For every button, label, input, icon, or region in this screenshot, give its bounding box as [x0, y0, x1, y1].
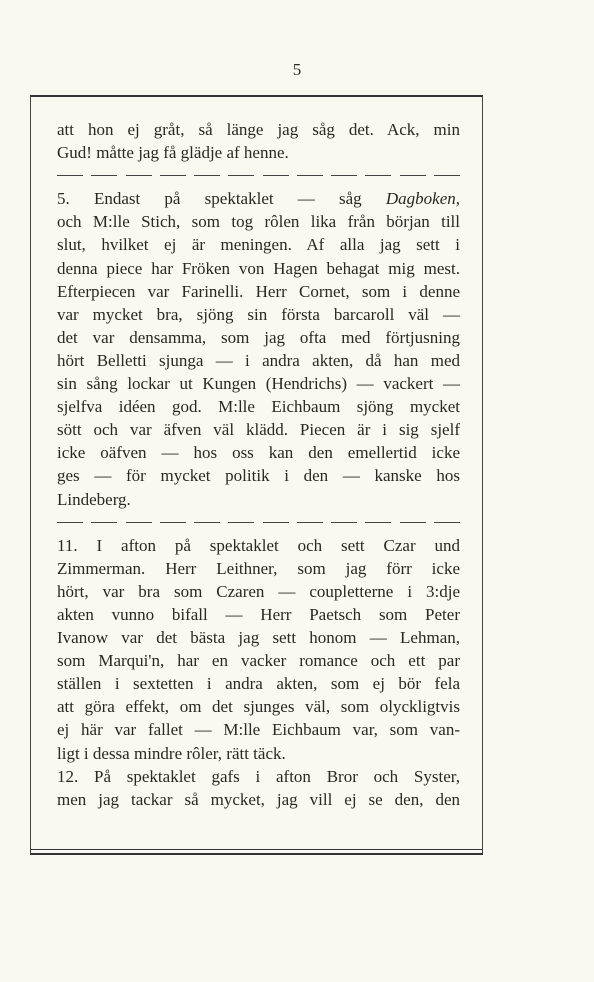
text-line: ligt i dessa mindre rôler, rätt täck. — [57, 743, 286, 763]
text-line: som Marqui'n, har en vacker romance och ett par — [57, 651, 460, 671]
text-line: ställen i sextetten i andra akten, som ej bör fela — [57, 674, 460, 694]
text-line: akten vunno bifall — Herr Paetsch som Peter — [57, 604, 460, 624]
text-line: slut, hvilket ej är meningen. Af alla jag sett i — [57, 235, 460, 255]
text-line: att hon ej gråt, så länge jag såg det. Ack, min — [57, 120, 460, 139]
paragraph-2 — [57, 187, 460, 510]
text-line: Lindeberg. — [57, 489, 131, 509]
text-line: ej här var fallet — M:lle Eichbaum var, som van- — [57, 720, 460, 740]
text-line: hört Belletti sjunga — i andra akten, då han med — [57, 350, 460, 370]
text-line: denna piece har Fröken von Hagen behagat mig mest. — [57, 258, 460, 278]
text-line: att göra effekt, om det sjunges väl, som olyckligtvis — [57, 697, 460, 717]
section-separator — [57, 164, 460, 187]
text-line: Zimmerman. Herr Leithner, som jag förr icke — [57, 558, 460, 578]
text-block — [57, 118, 460, 811]
text-line: 11. I afton på spektaklet och sett Czar und — [57, 535, 460, 555]
text-line: 5. Endast på spektaklet — såg Dagboken, — [57, 189, 460, 209]
text-line: var mycket bra, sjöng sin första barcaroll väl — — [57, 304, 460, 324]
italic-title: Dagboken — [385, 189, 456, 209]
text-line: sin sång lockar ut Kungen (Hendrichs) — vackert — — [57, 374, 460, 394]
text-line: hört, var bra som Czaren — coupletterne i 3:dje — [57, 581, 460, 601]
text-line: Ivanow var det bästa jag sett honom — Lehman, — [57, 628, 460, 648]
text-line: Efterpiecen var Farinelli. Herr Cornet, som i denne — [57, 281, 460, 301]
text-line: Gud! måtte jag få glädje af henne. — [57, 143, 289, 163]
text-line: och M:lle Stich, som tog rôlen lika från början till — [57, 212, 460, 232]
text-line: icke oäfven — hos oss kan den emellertid icke — [57, 443, 460, 463]
paragraph-1 — [57, 118, 460, 164]
text-line: sött och var äfven väl klädd. Piecen är i sig sjelf — [57, 420, 460, 440]
text-line: det var densamma, som jag ofta med förtjusning — [57, 327, 460, 347]
section-separator — [57, 511, 460, 534]
text-line: men jag tackar så mycket, jag vill ej se den, den — [57, 789, 460, 809]
text-line: sjelfva idéen god. M:lle Eichbaum sjöng mycket — [57, 397, 460, 417]
page-number: 5 — [292, 60, 302, 79]
paragraph-3 — [57, 534, 460, 811]
text-line: 12. På spektaklet gafs i afton Bror och Syster, — [57, 766, 460, 786]
text-line: ges — för mycket politik i den — kanske hos — [57, 466, 460, 486]
